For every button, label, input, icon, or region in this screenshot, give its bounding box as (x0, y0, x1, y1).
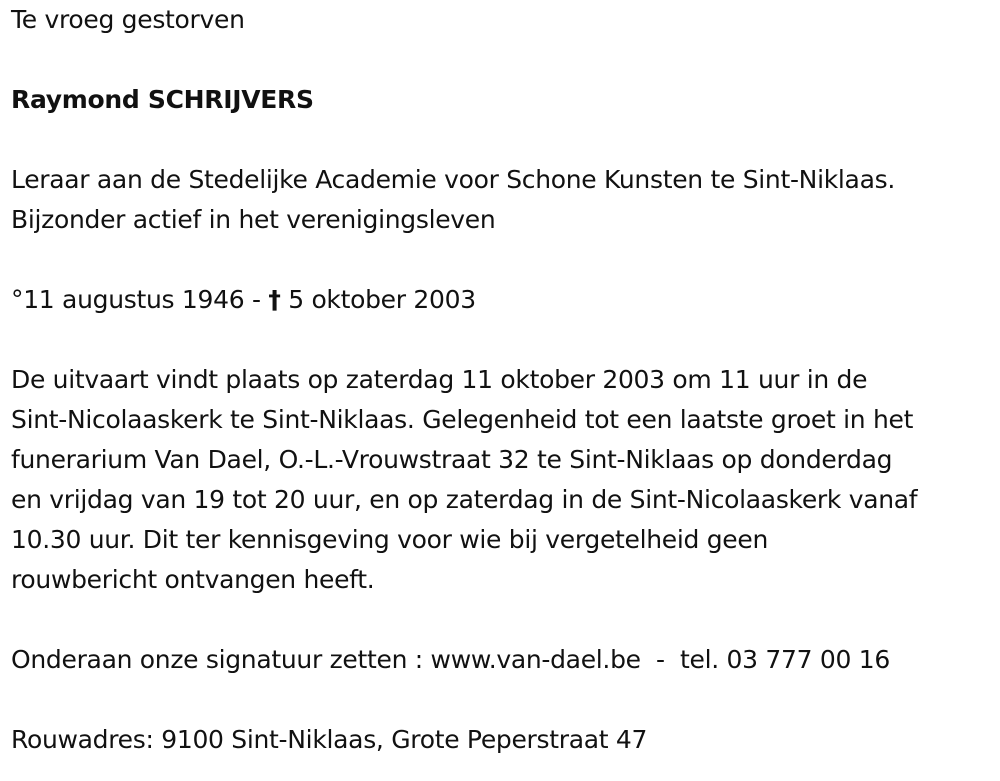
funeral-line-2: Sint-Nicolaaskerk te Sint-Niklaas. Gelegenheid tot een laatste groet in het (11, 405, 914, 434)
cross-icon: † (268, 285, 281, 314)
spacer (11, 240, 996, 280)
funeral-line-6: rouwbericht ontvangen heeft. (11, 565, 375, 594)
spacer (11, 680, 996, 720)
spacer (11, 120, 996, 160)
death-date: 5 oktober 2003 (288, 285, 476, 314)
signature-line: Onderaan onze signatuur zetten : www.van-dael.be - tel. 03 777 00 16 (11, 645, 890, 674)
description-line-1: Leraar aan de Stedelijke Academie voor Schone Kunsten te Sint-Niklaas. (11, 165, 895, 194)
funeral-line-1: De uitvaart vindt plaats op zaterdag 11 oktober 2003 om 11 uur in de (11, 365, 868, 394)
description-line-2: Bijzonder actief in het verenigingsleven (11, 205, 496, 234)
notice-heading: Te vroeg gestorven (11, 5, 245, 34)
funeral-line-3: funerarium Van Dael, O.-L.-Vrouwstraat 32 te Sint-Niklaas op donderdag (11, 445, 893, 474)
spacer (11, 40, 996, 80)
life-dates (11, 280, 996, 320)
funeral-line-4: en vrijdag van 19 tot 20 uur, en op zaterdag in de Sint-Nicolaaskerk vanaf (11, 485, 918, 514)
birth-date: °11 augustus 1946 - (11, 285, 261, 314)
address-line: Rouwadres: 9100 Sint-Niklaas, Grote Peperstraat 47 (11, 725, 648, 754)
spacer (11, 600, 996, 640)
deceased-name: Raymond SCHRIJVERS (11, 85, 314, 114)
death-notice (11, 0, 996, 760)
funeral-line-5: 10.30 uur. Dit ter kennisgeving voor wie bij vergetelheid geen (11, 525, 769, 554)
spacer (11, 320, 996, 360)
